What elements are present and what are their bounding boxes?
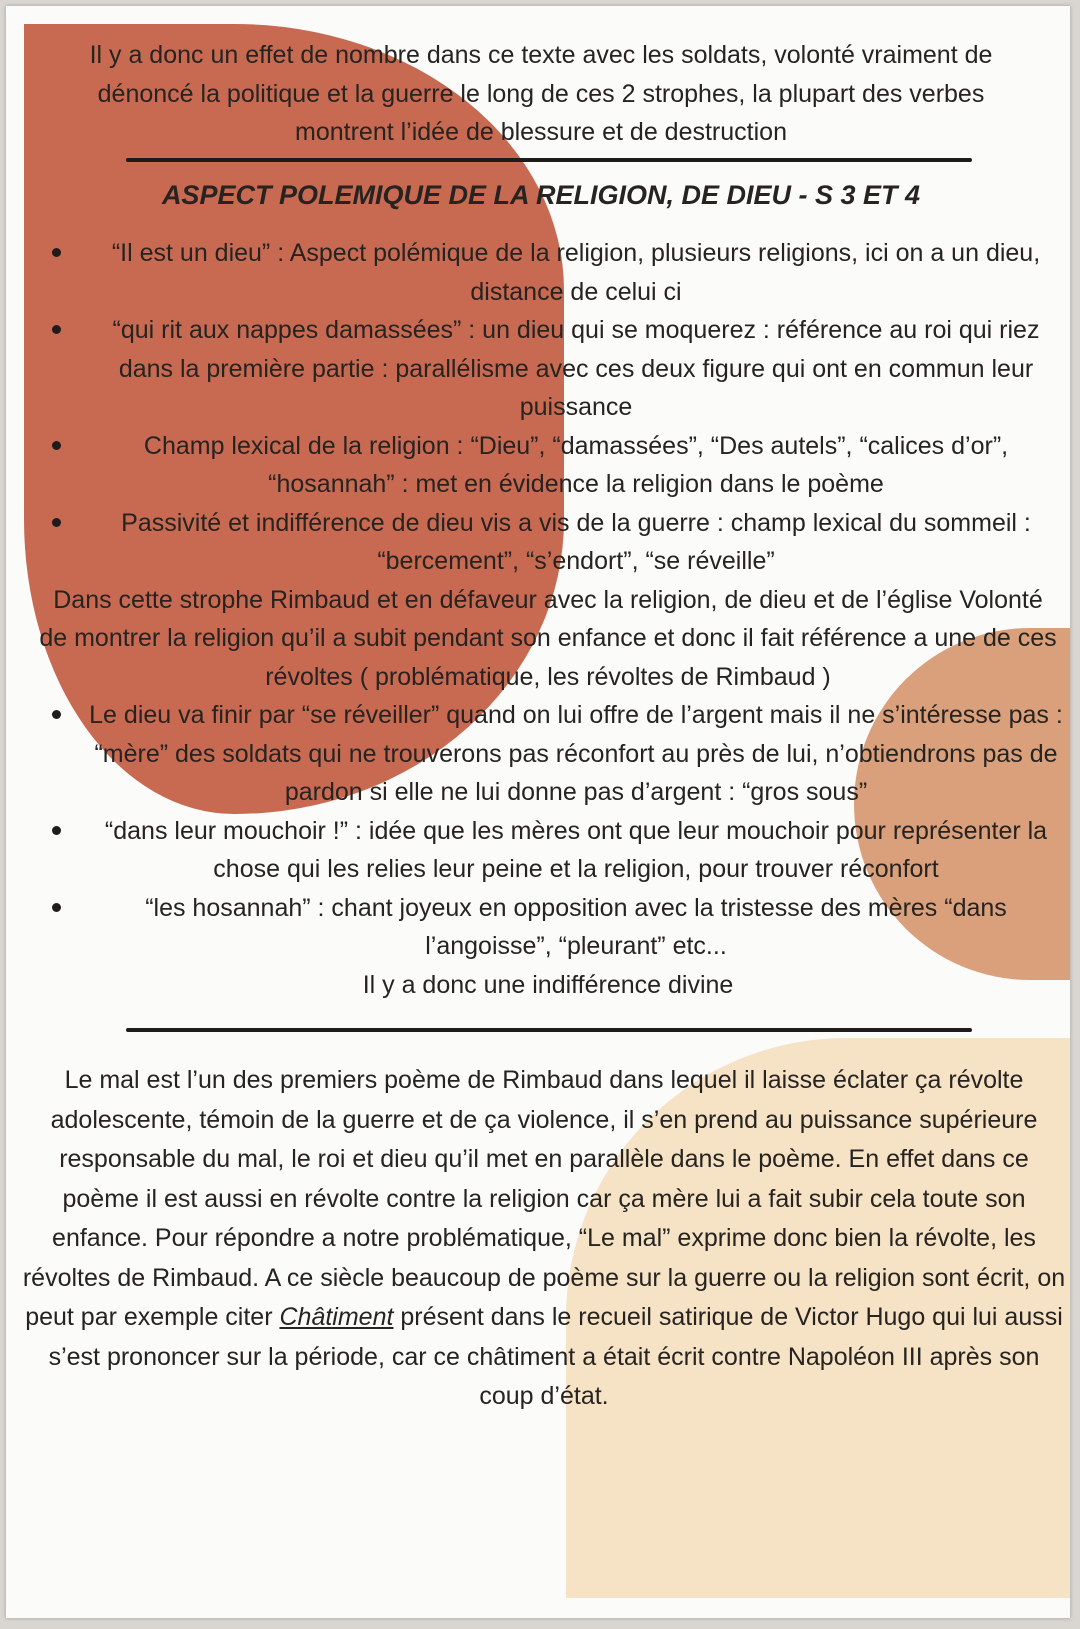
section-divider-top bbox=[126, 158, 972, 162]
book-title-reference: Châtiment bbox=[279, 1303, 394, 1331]
bullet-text: Le dieu va finir par “se réveiller” quand on lui offre de l’argent mais il ne s’intéresse pas : “mère” des soldats qui ne trouverons pas réconfort au près de lui, n’obtiendrons pas de pardon si elle ne lui donne pas d’argent : “gros sous” bbox=[89, 701, 1063, 806]
bullet-item bbox=[26, 427, 1070, 504]
document-page bbox=[6, 6, 1070, 1618]
bullet-text: “les hosannah” : chant joyeux en opposition avec la tristesse des mères “dans l’angoisse”, “pleurant” etc... bbox=[145, 893, 1007, 960]
analysis-block bbox=[26, 234, 1070, 1004]
bullet-text: Champ lexical de la religion : “Dieu”, “damassées”, “Des autels”, “calices d’or”, “hosannah” : met en évidence la religion dans le poème bbox=[143, 431, 1009, 498]
bullet-item bbox=[26, 696, 1070, 812]
bullet-dot-icon bbox=[52, 903, 61, 912]
bullet-text: “Il est un dieu” : Aspect polémique de la religion, plusieurs religions, ici on a un dieu, distance de celui ci bbox=[111, 239, 1041, 306]
middle-paragraph: Dans cette strophe Rimbaud et en défaveur avec la religion, de dieu et de l’église Volonté de montrer la religion qu’il a subit pendant son enfance et donc il fait référence a une de ces révoltes ( problématique, les révoltes de Rimbaud ) bbox=[39, 585, 1057, 691]
conclusion-text-part2: présent dans le recueil satirique de Victor Hugo qui lui aussi s’est prononcer sur la période, car ce châtiment a était écrit contre Napoléon III après son coup d’état. bbox=[48, 1303, 1063, 1410]
intro-paragraph: Il y a donc un effet de nombre dans ce texte avec les soldats, volonté vraiment de dénoncé la politique et la guerre le long de ces 2 strophes, la plupart des verbes montrent l’idée de blessure et de destruction bbox=[89, 41, 993, 146]
bullet-dot-icon bbox=[52, 710, 61, 719]
bullet-dot-icon bbox=[52, 325, 61, 334]
bullet-item bbox=[26, 504, 1070, 581]
bullet-dot-icon bbox=[52, 518, 61, 527]
closing-line: Il y a donc une indifférence divine bbox=[362, 970, 734, 999]
section-heading: ASPECT POLEMIQUE DE LA RELIGION, DE DIEU - S 3 ET 4 bbox=[161, 180, 921, 210]
document-content bbox=[6, 6, 1070, 1618]
bullet-dot-icon bbox=[52, 441, 61, 450]
bullet-text: “qui rit aux nappes damassées” : un dieu qui se moquerez : référence au roi qui riez dans la première partie : parallélisme avec ces deux figure qui ont en commun leur puissance bbox=[112, 316, 1040, 421]
section-divider-bottom bbox=[126, 1028, 972, 1032]
bullet-dot-icon bbox=[52, 248, 61, 257]
bullet-dot-icon bbox=[52, 826, 61, 835]
bullet-text: Passivité et indifférence de dieu vis a vis de la guerre : champ lexical du sommeil : “bercement”, “s’endort”, “se réveille” bbox=[121, 508, 1031, 575]
bullet-item bbox=[26, 812, 1070, 889]
bullet-item bbox=[26, 889, 1070, 966]
conclusion-paragraph bbox=[22, 1061, 1066, 1417]
bullet-item bbox=[26, 311, 1070, 427]
bullet-text: “dans leur mouchoir !” : idée que les mères ont que leur mouchoir pour représenter la chose qui les relies leur peine et la religion, pour trouver réconfort bbox=[104, 816, 1048, 883]
conclusion-text-part1: Le mal est l’un des premiers poème de Rimbaud dans lequel il laisse éclater ça révolte adolescente, témoin de la guerre et de ça violence, il s’en prend au puissance supérieure responsable du mal, le roi et dieu qu’il met en parallèle dans le poème. En effet dans ce poème il est aussi en révolte contre la religion car ça mère lui a fait subir cela toute son enfance. Pour répondre a notre problématique, “Le mal” exprime donc bien la révolte, les révoltes de Rimbaud. A ce siècle beaucoup de poème sur la guerre ou la religion sont écrit, on peut par exemple citer bbox=[22, 1066, 1066, 1331]
bullet-item bbox=[26, 234, 1070, 311]
